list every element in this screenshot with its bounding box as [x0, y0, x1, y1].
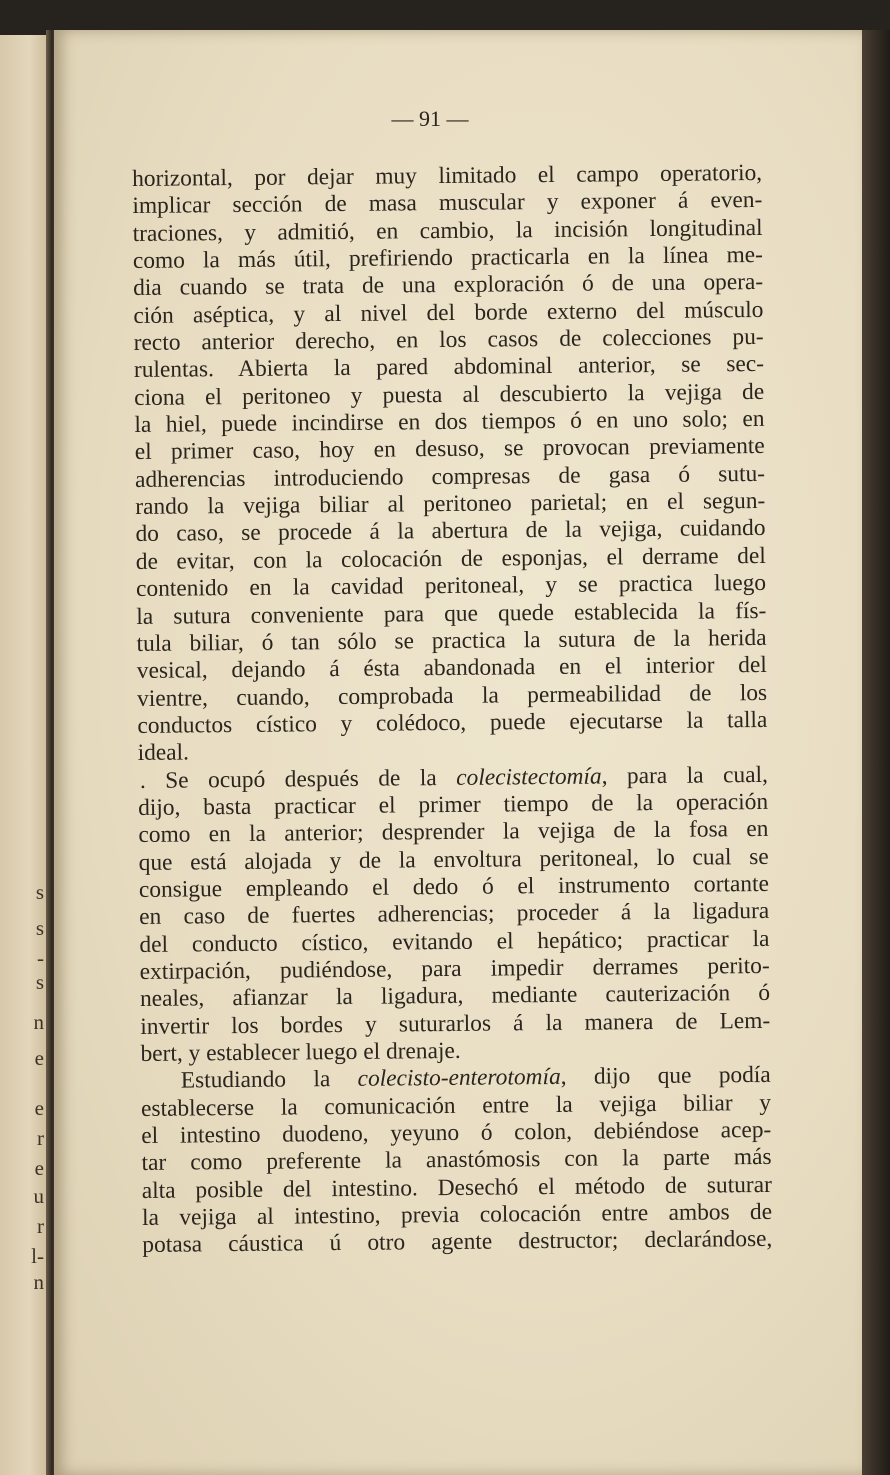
- text-line: bert, y establecer luego el drenaje.: [140, 1037, 461, 1067]
- left-page-fragment: s: [35, 916, 44, 940]
- text-line: vientre, cuando, comprobada la permeabilidad de los: [136, 679, 768, 712]
- text-line: implicar sección de masa muscular y exponer á even-: [132, 187, 763, 220]
- left-page-fragment: n: [33, 1270, 44, 1294]
- text-line: ción aséptica, y al nivel del borde externo del músculo: [133, 296, 764, 329]
- text-line: potasa cáustica ú otro agente destructor; declarándose,: [142, 1226, 773, 1259]
- text-line: rando la vejiga biliar al peritoneo parietal; en el segun-: [135, 488, 766, 521]
- text-line: neales, afianzar la ligadura, mediante cauterización ó: [139, 980, 771, 1013]
- text-line: establecerse la comunicación entre la vejiga biliar y: [140, 1089, 772, 1122]
- text-line: la vejiga al intestino, previa colocación entre ambos de: [141, 1198, 773, 1232]
- text-line: vesical, dejando á ésta abandonada en el interior del: [136, 652, 767, 685]
- left-page-fragment: e: [34, 1156, 44, 1180]
- text-run: , dijo que podía: [560, 1062, 771, 1091]
- text-line: el primer caso, hoy en desuso, se provocan previamente: [134, 433, 765, 466]
- text-line: invertir los bordes y suturarlos á la manera de Lem-: [140, 1007, 771, 1040]
- left-page-fragment: r: [37, 1126, 44, 1150]
- page-number: — 91 —: [391, 106, 469, 131]
- text-line: tula biliar, ó tan sólo se practica la sutura de la herida: [136, 624, 767, 657]
- text-line: del conducto cístico, evitando el hepático; practicar la: [139, 925, 770, 958]
- text-line: extirpación, pudiéndose, para impedir derrames perito-: [139, 952, 770, 985]
- text-line: adherencias introduciendo compresas de gasa ó sutu-: [134, 460, 766, 493]
- left-page-fragment: e: [34, 1046, 44, 1070]
- text-run: Estudiando la: [180, 1066, 358, 1094]
- right-background-edge: [862, 30, 890, 1475]
- text-line: el intestino duodeno, yeyuno ó colon, debiéndose acep-: [141, 1116, 772, 1149]
- left-page-fragment: r: [37, 1214, 44, 1238]
- text-run: . Se ocupó después de la: [139, 764, 457, 794]
- text-line: ideal.: [137, 739, 190, 767]
- text-line: dijo, basta practicar el primer tiempo de la operación: [138, 788, 769, 821]
- left-page-fragment: -: [37, 946, 44, 970]
- italic-term: colecisto-enterotomía: [357, 1064, 561, 1093]
- text-run: , para la cual,: [601, 761, 768, 790]
- text-line: traciones, y admitió, en cambio, la incisión longitudinal: [132, 214, 763, 247]
- text-line: consigue empleando el dedo ó el instrumento cortante: [138, 870, 770, 903]
- left-page-fragment: l-: [31, 1244, 44, 1268]
- text-line: contenido en la cavidad peritoneal, y se practica luego: [135, 570, 767, 603]
- italic-term: colecistectomía: [456, 763, 602, 791]
- text-line: horizontal, por dejar muy limitado el campo operatorio,: [132, 159, 763, 192]
- text-line: como la más útil, prefiriendo practicarla en la línea me-: [132, 241, 764, 275]
- text-line: que está alojada y de la envoltura peritoneal, lo cual se: [138, 843, 769, 876]
- text-line: rulentas. Abierta la pared abdominal anterior, se sec-: [133, 351, 765, 384]
- left-page-fragment: s: [35, 880, 44, 904]
- text-line: dia cuando se trata de una exploración ó de una opera-: [133, 269, 764, 302]
- text-line: recto anterior derecho, en los casos de colecciones pu-: [133, 324, 764, 357]
- text-line: ciona el peritoneo y puesta al descubierto la vejiga de: [134, 378, 765, 411]
- text-line: do caso, se procede á la abertura de la vejiga, cuidando: [135, 515, 766, 548]
- text-line: la hiel, puede incindirse en dos tiempos ó en uno solo; en: [134, 406, 765, 439]
- text-line: de evitar, con la colocación de esponjas, el derrame del: [135, 542, 766, 575]
- left-page-fragment: s: [35, 970, 44, 994]
- left-page-fragment: u: [33, 1184, 44, 1208]
- text-line: alta posible del intestino. Desechó el método de suturar: [141, 1171, 772, 1204]
- text-line: como en la anterior; desprender la vejiga de la fosa en: [138, 816, 769, 849]
- text-line: tar como preferente la anastómosis con la parte más: [141, 1144, 772, 1177]
- text-line: conductos cístico y colédoco, puede ejecutarse la talla: [137, 706, 768, 739]
- left-page-edge: [0, 35, 48, 1475]
- text-line: en caso de fuertes adherencias; proceder á la ligadura: [139, 898, 770, 931]
- text-line: la sutura conveniente para que quede establecida la fís-: [136, 597, 767, 630]
- left-page-fragment: n: [33, 1010, 44, 1034]
- body-text: [132, 160, 772, 1260]
- left-page-fragment: e: [34, 1096, 44, 1120]
